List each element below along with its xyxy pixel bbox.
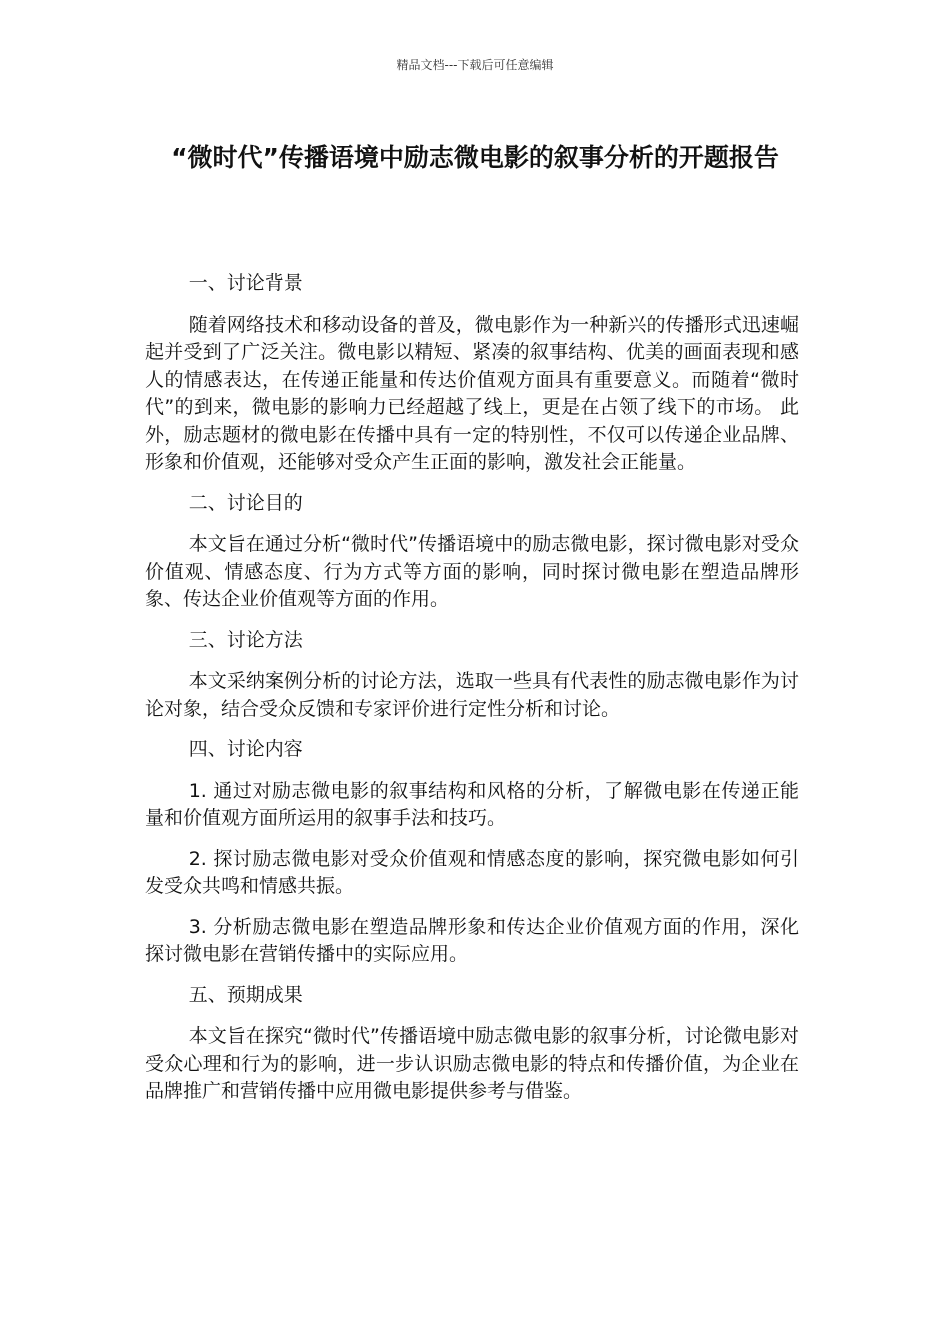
section-heading-outcomes: 五、预期成果 — [188, 983, 303, 1006]
document-body — [145, 270, 799, 1119]
paragraph-method: 本文采纳案例分析的讨论方法，选取一些具有代表性的励志微电影作为讨论对象，结合受众反馈和专家评价进行定性分析和讨论。 — [145, 670, 799, 720]
section-heading-purpose: 二、讨论目的 — [188, 491, 303, 514]
list-item-content-3: 3. 分析励志微电影在塑造品牌形象和传达企业价值观方面的作用，深化探讨微电影在营销传播中的实际应用。 — [145, 915, 799, 965]
document-title: “微时代”传播语境中励志微电影的叙事分析的开题报告 — [171, 143, 779, 172]
list-item-content-1: 1. 通过对励志微电影的叙事结构和风格的分析，了解微电影在传递正能量和价值观方面所运用的叙事手法和技巧。 — [145, 779, 799, 829]
section-heading-method: 三、讨论方法 — [188, 628, 303, 651]
section-heading-background: 一、讨论背景 — [188, 272, 303, 294]
paragraph-purpose: 本文旨在通过分析“微时代”传播语境中的励志微电影，探讨微电影对受众价值观、情感态度、行为方式等方面的影响，同时探讨微电影在塑造品牌形象、传达企业价值观等方面的作用。 — [145, 533, 799, 610]
list-item-content-2: 2. 探讨励志微电影对受众价值观和情感态度的影响，探究微电影如何引发受众共鸣和情感共振。 — [145, 847, 799, 897]
page-header: 精品文档---下载后可任意编辑 — [396, 58, 554, 72]
paragraph-outcomes: 本文旨在探究“微时代”传播语境中励志微电影的叙事分析，讨论微电影对受众心理和行为的影响，进一步认识励志微电影的特点和传播价值，为企业在品牌推广和营销传播中应用微电影提供参考与借鉴。 — [145, 1025, 799, 1102]
section-heading-content: 四、讨论内容 — [188, 738, 303, 760]
paragraph-background: 随着网络技术和移动设备的普及，微电影作为一种新兴的传播形式迅速崛起并受到了广泛关注。微电影以精短、紧凑的叙事结构、优美的画面表现和感人的情感表达，在传递正能量和传达价值观方面具有重要意义。而随着“微时代”的到来，微电影的影响力已经超越了线上，更是在占领了线下的市场。 此外，励志题材的微电影在传播中具有一定的特别性，不仅可以传递企业品牌、形象和价值观，还能够对受众产生正面的影响，激发社会正能量。 — [145, 313, 799, 473]
